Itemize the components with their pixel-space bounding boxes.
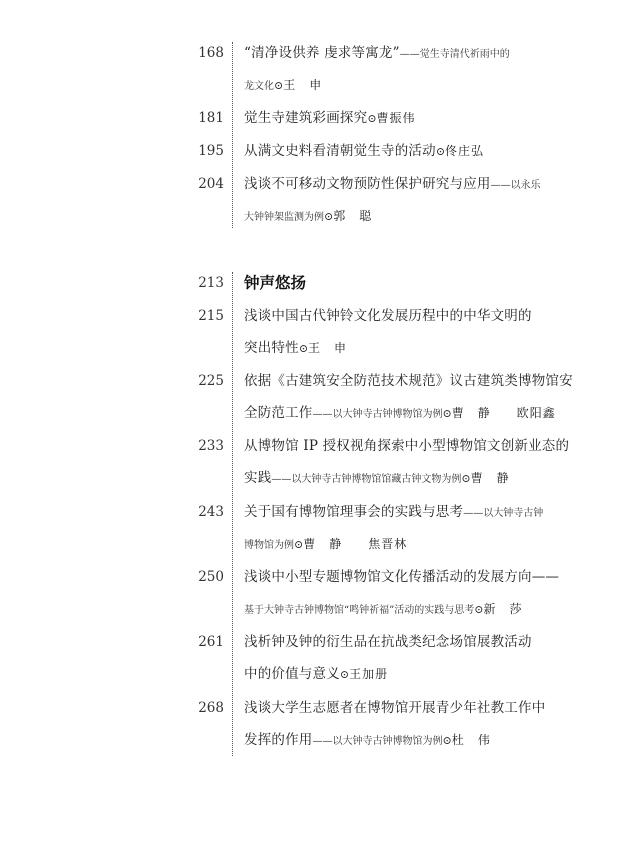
page-number: 213	[198, 275, 224, 291]
entry-author: 曹 静	[470, 471, 510, 485]
entry-subtitle-cont: 大钟钟架监测为例	[244, 212, 324, 223]
separator-symbol: ⊙	[435, 145, 446, 158]
entry-author: 郭 聪	[333, 209, 373, 223]
page-number: 204	[198, 176, 224, 192]
page-number: 243	[198, 504, 224, 520]
entry-title: 浅析钟及钟的衍生品在抗战类纪念场馆展教活动	[244, 634, 532, 650]
entry-author: 王 申	[283, 78, 323, 92]
page-number: 168	[198, 45, 224, 61]
entry-title: 浅谈中国古代钟铃文化发展历程中的中华文明的	[244, 308, 532, 324]
page-number: 268	[198, 700, 224, 716]
separator-symbol: ⊙	[339, 668, 350, 681]
entry-subtitle: 基于大钟寺古钟博物馆“鸣钟祈福”活动的实践与思考	[244, 605, 475, 616]
separator-symbol: ⊙	[461, 472, 471, 485]
entry-title: “清净设供养 虔求等寓龙”	[244, 45, 400, 61]
entry-subtitle-cont: 龙文化	[244, 81, 274, 92]
entry-title: 从博物馆 IP 授权视角探索中小型博物馆文创新业态的	[244, 438, 570, 454]
entry-title-cont: 突出特性	[244, 340, 299, 356]
separator-symbol: ⊙	[442, 734, 452, 747]
entry-author: 佟庄弘	[445, 144, 485, 158]
separator-symbol: ⊙	[294, 538, 304, 551]
entry-title-cont: 全防范工作	[244, 405, 313, 421]
entry-title: 觉生寺建筑彩画探究	[244, 110, 368, 126]
entry-subtitle: ——以大钟寺古钟博物馆为例	[312, 409, 443, 420]
separator-symbol: ⊙	[298, 342, 309, 355]
page-number: 225	[198, 373, 224, 389]
separator-symbol: ⊙	[474, 603, 484, 616]
entry-title-cont: 发挥的作用	[244, 732, 313, 748]
page-number: 261	[198, 634, 224, 650]
entry-title: 浅谈不可移动文物预防性保护研究与应用	[244, 176, 491, 192]
page-number: 195	[198, 143, 224, 159]
entry-author: 曹振伟	[376, 111, 416, 125]
separator-symbol: ⊙	[442, 407, 452, 420]
entry-subtitle: ——觉生寺清代祈雨中的	[399, 49, 510, 60]
entry-title: 浅谈大学生志愿者在博物馆开展青少年社教工作中	[244, 700, 546, 716]
separator-symbol: ⊙	[324, 210, 334, 223]
entry-subtitle: ——以大钟寺古钟	[463, 508, 544, 519]
entry-author: 新 莎	[483, 602, 523, 616]
dotted-rule-bottom	[232, 272, 233, 756]
entry-author: 王加册	[349, 667, 389, 681]
entry-title: 关于国有博物馆理事会的实践与思考	[244, 504, 464, 520]
entry-subtitle: ——以大钟寺古钟博物馆馆藏古钟文物为例	[271, 474, 462, 485]
section-title: 钟声悠扬	[244, 273, 307, 292]
entry-title: 从满文史料看清朝觉生寺的活动	[244, 143, 436, 159]
entry-subtitle: ——以大钟寺古钟博物馆为例	[312, 736, 443, 747]
entry-title: 依据《古建筑安全防范技术规范》议古建筑类博物馆安	[244, 373, 573, 389]
page-number: 233	[198, 438, 224, 454]
entry-title-cont: 实践	[244, 470, 272, 486]
page-number: 181	[198, 110, 224, 126]
entry-author: 王 申	[308, 341, 348, 355]
separator-symbol: ⊙	[367, 112, 377, 125]
entry-subtitle: ——以永乐	[490, 180, 541, 191]
separator-symbol: ⊙	[274, 79, 284, 92]
page-number: 250	[198, 569, 224, 585]
entry-author: 杜 伟	[451, 733, 491, 747]
page-number: 215	[198, 308, 224, 324]
entry-title: 浅谈中小型专题博物馆文化传播活动的发展方向——	[244, 569, 560, 585]
entry-author: 曹 静 焦晋林	[303, 537, 408, 551]
entry-title-cont: 中的价值与意义	[244, 666, 340, 682]
dotted-rule-top	[232, 42, 233, 228]
entry-author: 曹 静 欧阳鑫	[451, 406, 556, 420]
entry-subtitle-cont: 博物馆为例	[244, 540, 294, 551]
